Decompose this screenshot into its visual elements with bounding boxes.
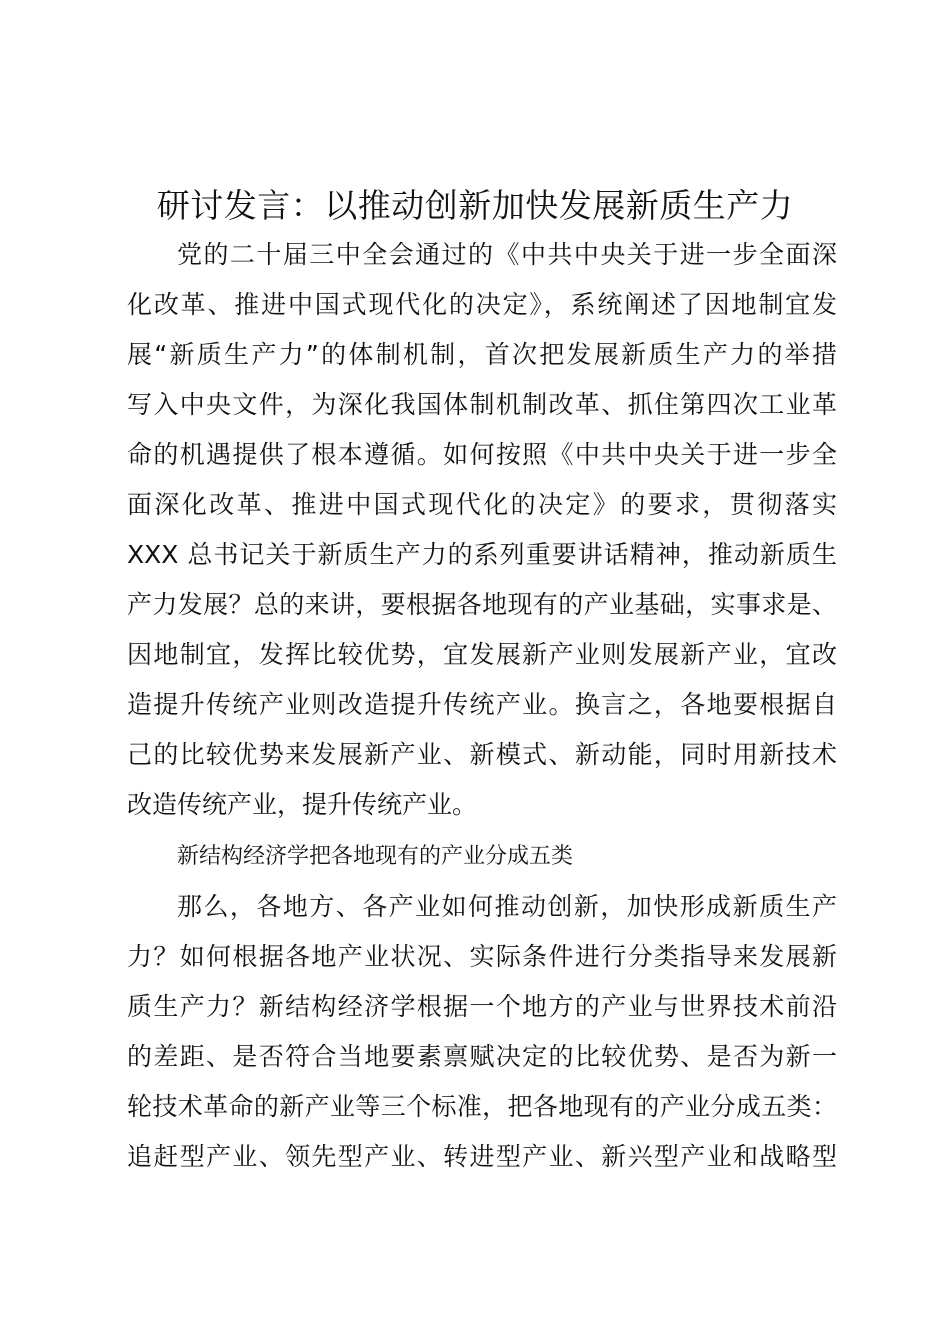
text-line: 党的二十届三中全会通过的《中共中央关于进一步全面深 [177, 240, 837, 269]
document-title: 研讨发言：以推动创新加快发展新质生产力 [156, 186, 794, 225]
text-line: XXX 总书记关于新质生产力的系列重要讲话精神，推动新质生 [127, 540, 837, 569]
text-line: 改造传统产业，提升传统产业。 [127, 790, 478, 819]
text-line: 轮技术革命的新产业等三个标准，把各地现有的产业分成五类： [127, 1092, 837, 1121]
text-line: 追赶型产业、领先型产业、转进型产业、新兴型产业和战略型 [127, 1142, 837, 1171]
text-line: 力？如何根据各地产业状况、实际条件进行分类指导来发展新 [127, 942, 837, 971]
text-line: 写入中央文件，为深化我国体制机制改革、抓住第四次工业革 [127, 390, 837, 419]
text-line: 那么，各地方、各产业如何推动创新，加快形成新质生产 [177, 892, 837, 921]
paragraph-1 [127, 230, 837, 830]
text-line: 命的机遇提供了根本遵循。如何按照《中共中央关于进一步全 [127, 440, 837, 469]
text-line: 己的比较优势来发展新产业、新模式、新动能，同时用新技术 [127, 740, 837, 769]
section-subheading: 新结构经济学把各地现有的产业分成五类 [177, 844, 574, 869]
text-line: 产力发展？总的来讲，要根据各地现有的产业基础，实事求是、 [127, 590, 837, 619]
text-line: 造提升传统产业则改造提升传统产业。换言之，各地要根据自 [127, 690, 837, 719]
text-line: 的差距、是否符合当地要素禀赋决定的比较优势、是否为新一 [127, 1042, 837, 1071]
text-line: 化改革、推进中国式现代化的决定》，系统阐述了因地制宜发 [127, 290, 837, 319]
text-line: 因地制宜，发挥比较优势，宜发展新产业则发展新产业，宜改 [127, 640, 837, 669]
text-line: 质生产力？新结构经济学根据一个地方的产业与世界技术前沿 [127, 992, 837, 1021]
text-line: 展“新质生产力”的体制机制，首次把发展新质生产力的举措 [127, 340, 837, 369]
paragraph-2 [127, 882, 837, 1182]
text-line: 面深化改革、推进中国式现代化的决定》的要求，贯彻落实 [127, 490, 837, 519]
document-body [127, 230, 837, 1182]
